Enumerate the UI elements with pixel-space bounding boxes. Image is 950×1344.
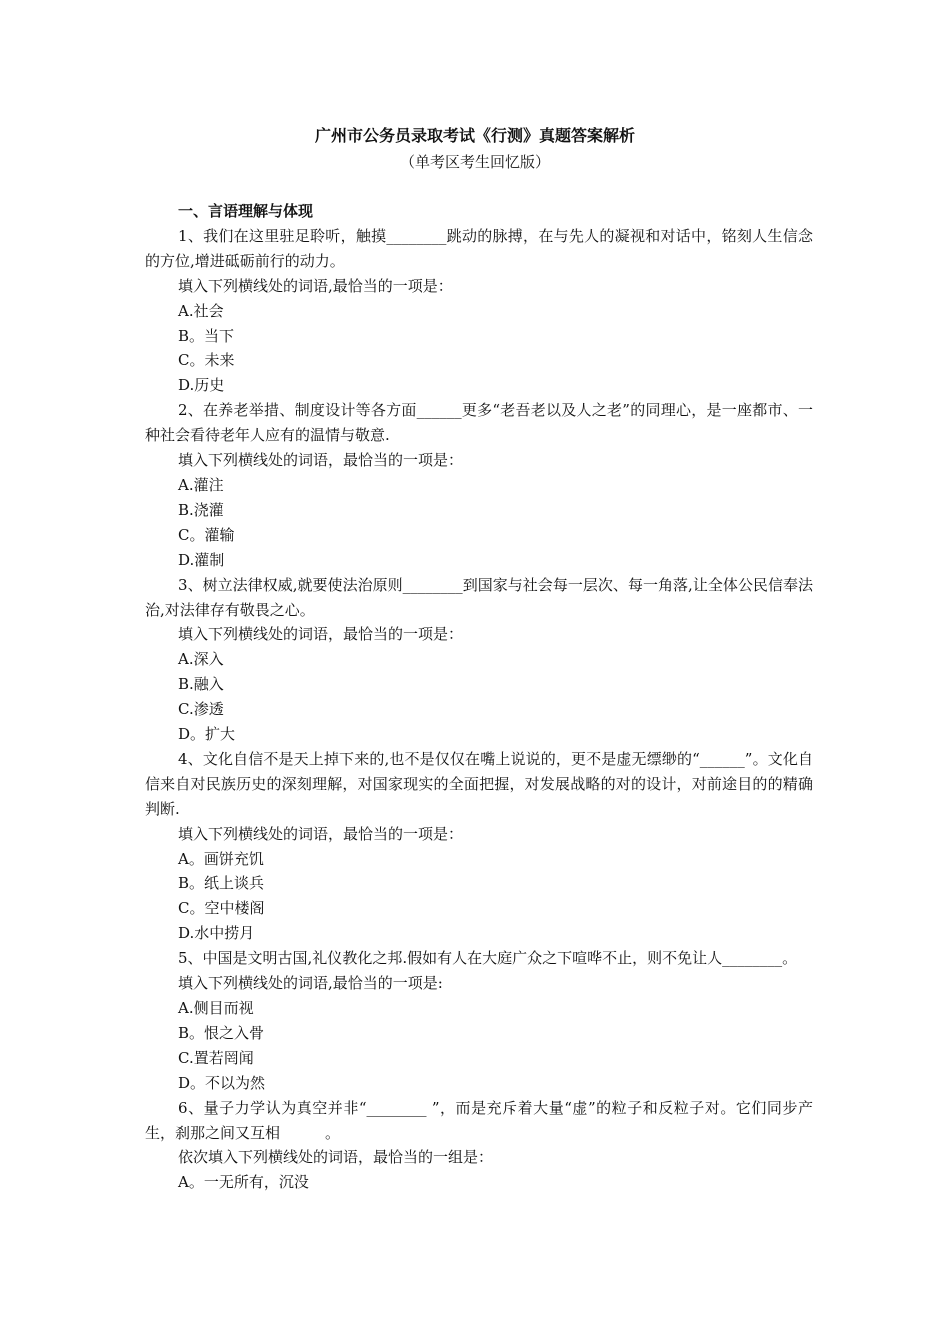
option: C.置若罔闻 bbox=[178, 1048, 254, 1067]
option: D.历史 bbox=[178, 376, 225, 395]
option: B。纸上谈兵 bbox=[178, 874, 265, 893]
option: B。恨之入骨 bbox=[178, 1023, 265, 1042]
question-prompt: 填入下列横线处的词语,最恰当的一项是： bbox=[178, 276, 453, 295]
question-stem: 3、树立法律权威,就要使法治原则________到国家与社会每一层次、每一角落,让全体公民信奉法治,对法律存有敬畏之心。 bbox=[145, 575, 813, 619]
option: C。灌输 bbox=[178, 525, 235, 544]
question-stem: 1、我们在这里驻足聆听，触摸________跳动的脉搏，在与先人的凝视和对话中，铭刻人生信念的方位,增进砥砺前行的动力。 bbox=[145, 226, 813, 270]
option: D。不以为然 bbox=[178, 1073, 266, 1092]
option: A。一无所有，沉没 bbox=[178, 1173, 309, 1192]
option: B.浇灌 bbox=[178, 500, 224, 519]
option: D.水中捞月 bbox=[178, 924, 255, 943]
option: B。当下 bbox=[178, 326, 235, 345]
question-stem: 4、文化自信不是天上掉下来的,也不是仅仅在嘴上说说的，更不是虚无缥缈的“______”。文化自信来自对民族历史的深刻理解，对国家现实的全面把握，对发展战略的对的设计，对前途目的的精确判断. bbox=[145, 749, 813, 818]
option: D.灌制 bbox=[178, 550, 225, 569]
question-stem: 2、在养老举措、制度设计等各方面______更多“老吾老以及人之老”的同理心，是一座都市、一种社会看待老年人应有的温情与敬意. bbox=[145, 401, 813, 445]
option: A.灌注 bbox=[178, 475, 224, 494]
question-stem: 5、中国是文明古国,礼仪教化之邦.假如有人在大庭广众之下喧哗不止，则不免让人________。 bbox=[178, 949, 798, 968]
option: C.渗透 bbox=[178, 700, 224, 719]
document-title: 广州市公务员录取考试《行测》真题答案解析 bbox=[314, 126, 635, 145]
option: A.深入 bbox=[178, 650, 224, 669]
question-prompt: 填入下列横线处的词语，最恰当的一项是： bbox=[178, 451, 464, 470]
option: B.融入 bbox=[178, 675, 224, 694]
option: A。画饼充饥 bbox=[178, 849, 264, 868]
option: C。空中楼阁 bbox=[178, 899, 265, 918]
option: C。未来 bbox=[178, 351, 235, 370]
question-prompt: 填入下列横线处的词语，最恰当的一项是： bbox=[178, 625, 464, 644]
question-stem: 6、量子力学认为真空并非“________ ”，而是充斥着大量“虚”的粒子和反粒子对。它们同步产生，刹那之间又互相 。 bbox=[145, 1098, 813, 1142]
section-heading: 一、言语理解与体现 bbox=[178, 202, 314, 220]
question-prompt: 填入下列横线处的词语,最恰当的一项是: bbox=[178, 974, 443, 993]
question-prompt: 依次填入下列横线处的词语，最恰当的一组是： bbox=[178, 1148, 494, 1167]
document-body bbox=[145, 199, 813, 1195]
question-prompt: 填入下列横线处的词语，最恰当的一项是： bbox=[178, 824, 464, 843]
option: D。扩大 bbox=[178, 725, 236, 744]
option: A.社会 bbox=[178, 301, 224, 320]
option: A.侧目而视 bbox=[178, 999, 254, 1017]
document-subtitle: （单考区考生回忆版） bbox=[399, 153, 550, 171]
